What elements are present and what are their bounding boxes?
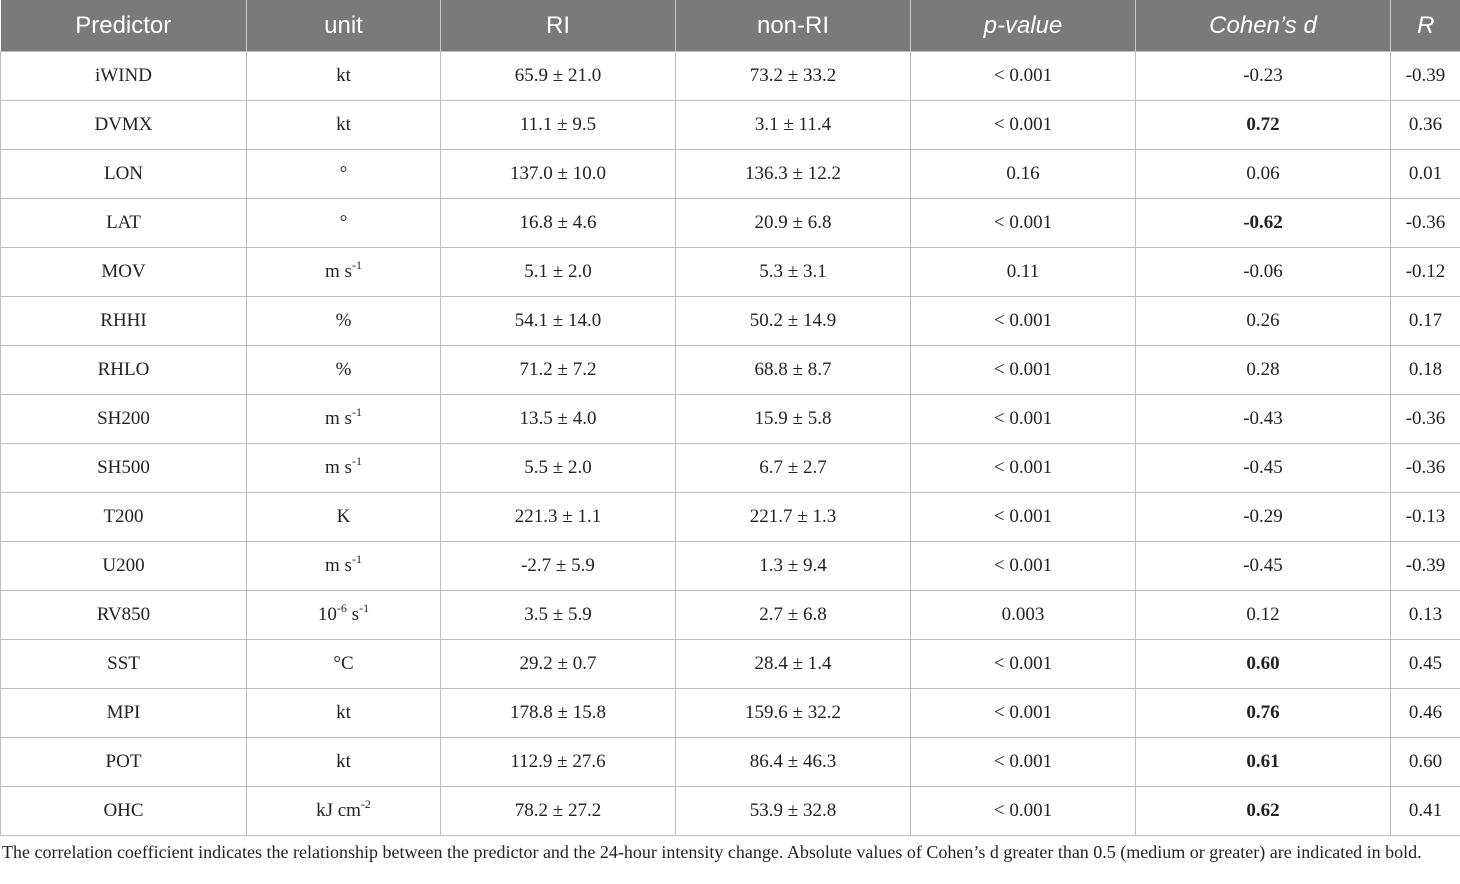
cell-predictor: RHLO: [1, 346, 247, 395]
cell-r: -0.39: [1391, 52, 1460, 101]
unit-base: m s: [325, 457, 352, 478]
cell-cohens-d: -0.43: [1136, 395, 1391, 444]
cell-predictor: MPI: [1, 689, 247, 738]
cell-unit: [247, 248, 441, 297]
cell-unit: [247, 395, 441, 444]
unit-tail: s: [346, 604, 360, 625]
cell-ri: 13.5 ± 4.0: [441, 395, 676, 444]
cell-non-ri: 20.9 ± 6.8: [676, 199, 911, 248]
cell-predictor: SH200: [1, 395, 247, 444]
cell-non-ri: 2.7 ± 6.8: [676, 591, 911, 640]
cell-r: -0.36: [1391, 395, 1460, 444]
table-row: [1, 493, 1460, 542]
cell-cohens-d: -0.45: [1136, 542, 1391, 591]
cell-cohens-d: 0.76: [1136, 689, 1391, 738]
cell-cohens-d: 0.06: [1136, 150, 1391, 199]
cell-predictor: SST: [1, 640, 247, 689]
cell-p-value: < 0.001: [911, 297, 1136, 346]
cell-unit: [247, 150, 441, 199]
cell-p-value: < 0.001: [911, 493, 1136, 542]
table-row: [1, 738, 1460, 787]
cell-cohens-d: 0.60: [1136, 640, 1391, 689]
cell-ri: 5.1 ± 2.0: [441, 248, 676, 297]
cell-non-ri: 136.3 ± 12.2: [676, 150, 911, 199]
cell-r: 0.45: [1391, 640, 1460, 689]
cell-p-value: < 0.001: [911, 542, 1136, 591]
unit-exponent: -1: [351, 258, 362, 272]
unit-base: m s: [325, 261, 352, 282]
cell-non-ri: 15.9 ± 5.8: [676, 395, 911, 444]
cell-ri: 221.3 ± 1.1: [441, 493, 676, 542]
header-unit: unit: [247, 0, 441, 52]
cell-ri: -2.7 ± 5.9: [441, 542, 676, 591]
cell-unit: [247, 738, 441, 787]
cell-unit: [247, 101, 441, 150]
table-row: [1, 52, 1460, 101]
cell-predictor: iWIND: [1, 52, 247, 101]
cell-ri: 16.8 ± 4.6: [441, 199, 676, 248]
cell-unit: [247, 199, 441, 248]
cell-ri: 11.1 ± 9.5: [441, 101, 676, 150]
unit-base: kt: [336, 702, 351, 723]
cell-cohens-d: 0.28: [1136, 346, 1391, 395]
cell-cohens-d: 0.12: [1136, 591, 1391, 640]
cell-ri: 29.2 ± 0.7: [441, 640, 676, 689]
cell-cohens-d: 0.26: [1136, 297, 1391, 346]
cell-unit: [247, 52, 441, 101]
cell-p-value: < 0.001: [911, 444, 1136, 493]
cell-ri: 178.8 ± 15.8: [441, 689, 676, 738]
unit-exponent: -2: [360, 797, 371, 811]
cell-r: -0.13: [1391, 493, 1460, 542]
cell-r: 0.13: [1391, 591, 1460, 640]
unit-base: kJ cm: [316, 800, 361, 821]
cell-r: 0.36: [1391, 101, 1460, 150]
cell-non-ri: 73.2 ± 33.2: [676, 52, 911, 101]
cell-cohens-d: 0.62: [1136, 787, 1391, 836]
cell-ri: 137.0 ± 10.0: [441, 150, 676, 199]
cell-unit: [247, 542, 441, 591]
header-p-value: p-value: [911, 0, 1136, 52]
cell-non-ri: 68.8 ± 8.7: [676, 346, 911, 395]
cell-cohens-d: -0.23: [1136, 52, 1391, 101]
cell-non-ri: 86.4 ± 46.3: [676, 738, 911, 787]
unit-base: m s: [325, 555, 352, 576]
cell-predictor: T200: [1, 493, 247, 542]
cell-non-ri: 53.9 ± 32.8: [676, 787, 911, 836]
cell-r: 0.18: [1391, 346, 1460, 395]
unit-base: m s: [325, 408, 352, 429]
table-row: [1, 787, 1460, 836]
cell-predictor: RV850: [1, 591, 247, 640]
cell-non-ri: 50.2 ± 14.9: [676, 297, 911, 346]
unit-base: 10: [317, 604, 337, 625]
unit-base: %: [335, 310, 352, 331]
cell-ri: 112.9 ± 27.6: [441, 738, 676, 787]
unit-exponent: -1: [351, 552, 362, 566]
unit-exponent: -1: [351, 454, 362, 468]
cell-unit: [247, 444, 441, 493]
cell-non-ri: 5.3 ± 3.1: [676, 248, 911, 297]
unit-base: kt: [336, 751, 351, 772]
table-row: [1, 640, 1460, 689]
cell-predictor: MOV: [1, 248, 247, 297]
table-row: [1, 346, 1460, 395]
cell-predictor: RHHI: [1, 297, 247, 346]
cell-p-value: < 0.001: [911, 738, 1136, 787]
header-r: R: [1391, 0, 1460, 52]
cell-p-value: 0.003: [911, 591, 1136, 640]
cell-p-value: < 0.001: [911, 787, 1136, 836]
cell-unit: [247, 346, 441, 395]
cell-non-ri: 1.3 ± 9.4: [676, 542, 911, 591]
unit-base: kt: [336, 65, 351, 86]
cell-unit: [247, 689, 441, 738]
cell-cohens-d: 0.61: [1136, 738, 1391, 787]
unit-exponent: -1: [359, 601, 370, 615]
table-row: [1, 444, 1460, 493]
table-row: [1, 248, 1460, 297]
header-predictor: Predictor: [1, 0, 247, 52]
cell-p-value: < 0.001: [911, 640, 1136, 689]
cell-unit: [247, 591, 441, 640]
cell-ri: 54.1 ± 14.0: [441, 297, 676, 346]
table-row: [1, 150, 1460, 199]
unit-base: °: [339, 212, 348, 233]
cell-r: -0.12: [1391, 248, 1460, 297]
table-row: [1, 297, 1460, 346]
table-row: [1, 101, 1460, 150]
cell-predictor: U200: [1, 542, 247, 591]
unit-base: %: [335, 359, 352, 380]
cell-cohens-d: -0.45: [1136, 444, 1391, 493]
cell-r: 0.46: [1391, 689, 1460, 738]
header-non-ri: non-RI: [676, 0, 911, 52]
cell-p-value: < 0.001: [911, 346, 1136, 395]
cell-r: 0.41: [1391, 787, 1460, 836]
unit-exponent: -1: [351, 405, 362, 419]
cell-r: -0.39: [1391, 542, 1460, 591]
header-cohens-d: Cohen’s d: [1136, 0, 1391, 52]
cell-p-value: < 0.001: [911, 101, 1136, 150]
cell-ri: 71.2 ± 7.2: [441, 346, 676, 395]
table-row: [1, 542, 1460, 591]
unit-exponent: -6: [336, 601, 347, 615]
unit-base: °: [339, 163, 348, 184]
cell-p-value: 0.11: [911, 248, 1136, 297]
cell-unit: [247, 493, 441, 542]
unit-base: kt: [336, 114, 351, 135]
table-row: [1, 591, 1460, 640]
cell-predictor: POT: [1, 738, 247, 787]
table-row: [1, 395, 1460, 444]
unit-base: K: [336, 506, 351, 527]
cell-p-value: < 0.001: [911, 52, 1136, 101]
unit-base: °C: [333, 653, 354, 674]
cell-predictor: DVMX: [1, 101, 247, 150]
cell-r: -0.36: [1391, 199, 1460, 248]
cell-cohens-d: -0.06: [1136, 248, 1391, 297]
cell-ri: 3.5 ± 5.9: [441, 591, 676, 640]
cell-unit: [247, 297, 441, 346]
cell-r: 0.01: [1391, 150, 1460, 199]
cell-ri: 65.9 ± 21.0: [441, 52, 676, 101]
cell-non-ri: 6.7 ± 2.7: [676, 444, 911, 493]
cell-p-value: < 0.001: [911, 199, 1136, 248]
cell-r: -0.36: [1391, 444, 1460, 493]
cell-ri: 78.2 ± 27.2: [441, 787, 676, 836]
cell-cohens-d: -0.62: [1136, 199, 1391, 248]
cell-non-ri: 3.1 ± 11.4: [676, 101, 911, 150]
table-row: [1, 199, 1460, 248]
cell-p-value: 0.16: [911, 150, 1136, 199]
table-row: [1, 689, 1460, 738]
cell-p-value: < 0.001: [911, 395, 1136, 444]
cell-predictor: SH500: [1, 444, 247, 493]
header-ri: RI: [441, 0, 676, 52]
cell-predictor: OHC: [1, 787, 247, 836]
cell-non-ri: 28.4 ± 1.4: [676, 640, 911, 689]
cell-non-ri: 159.6 ± 32.2: [676, 689, 911, 738]
cell-r: 0.60: [1391, 738, 1460, 787]
table-header-row: [1, 0, 1460, 52]
cell-cohens-d: -0.29: [1136, 493, 1391, 542]
cell-non-ri: 221.7 ± 1.3: [676, 493, 911, 542]
cell-p-value: < 0.001: [911, 689, 1136, 738]
cell-unit: [247, 787, 441, 836]
cell-cohens-d: 0.72: [1136, 101, 1391, 150]
cell-predictor: LON: [1, 150, 247, 199]
cell-predictor: LAT: [1, 199, 247, 248]
cell-r: 0.17: [1391, 297, 1460, 346]
table-footnote: The correlation coefficient indicates the relationship between the predictor and the 24-hour intensity change. Absolute values of Cohen’s d greater than 0.5 (medium or greater) are indicated in bold.: [2, 842, 1422, 862]
cell-unit: [247, 640, 441, 689]
table-body: [1, 52, 1460, 836]
cell-ri: 5.5 ± 2.0: [441, 444, 676, 493]
